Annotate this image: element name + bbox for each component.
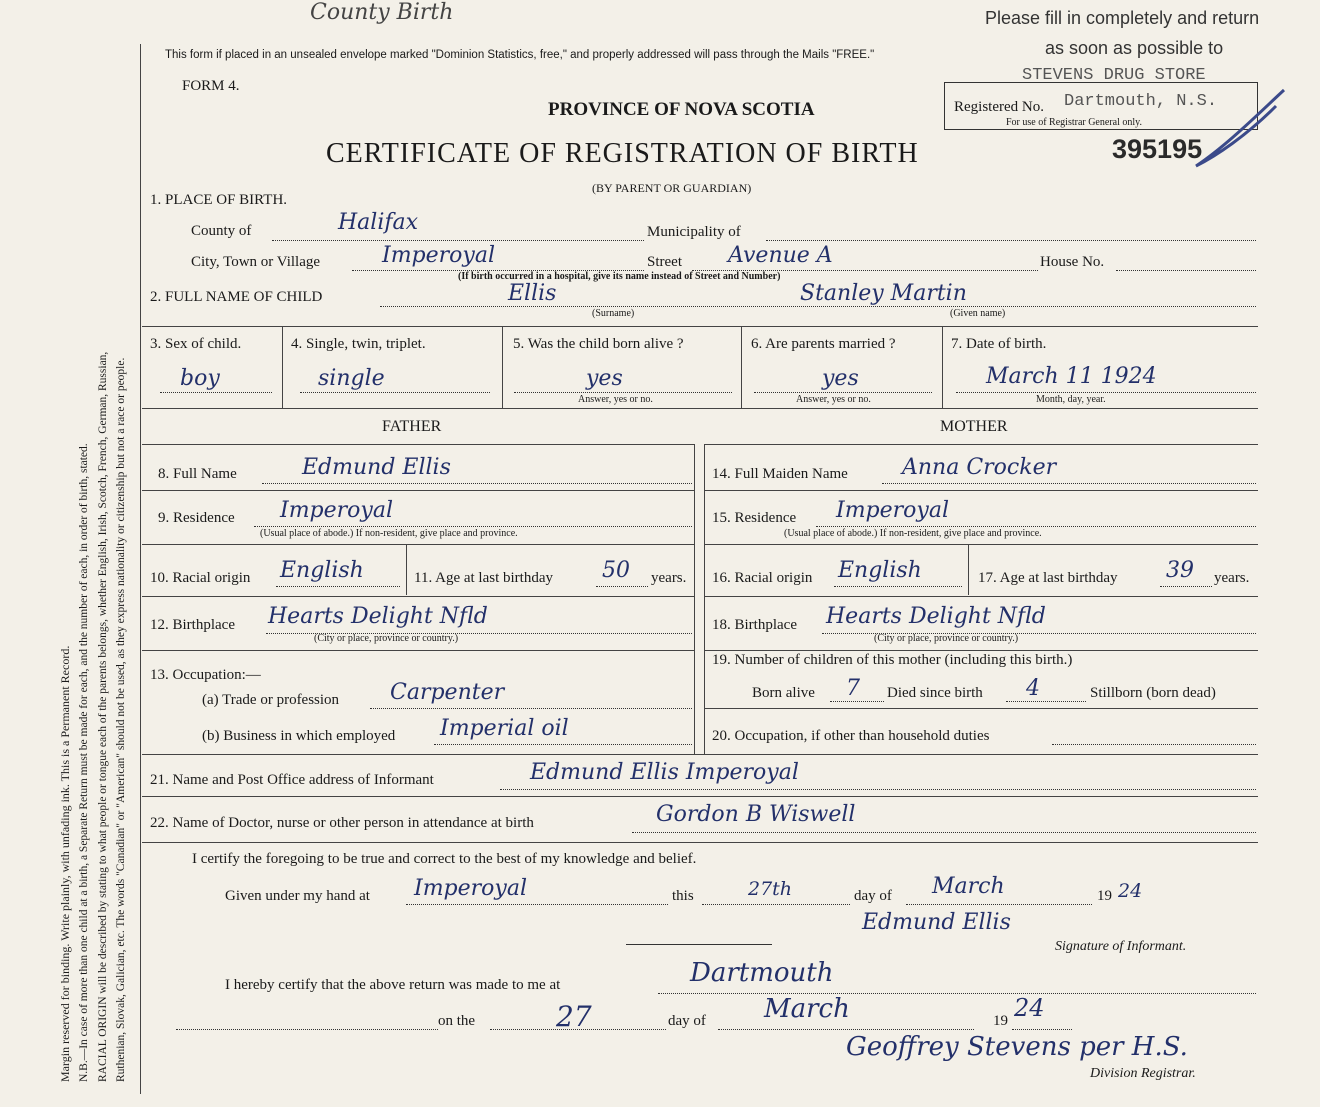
street-label: Street — [647, 254, 682, 270]
certification-day-of-label: day of — [854, 888, 892, 904]
father-name-value: Edmund Ellis — [302, 455, 451, 480]
registrar-statement: I hereby certify that the above return was made to me at — [225, 977, 561, 993]
given-place-value: Imperoyal — [414, 876, 527, 901]
this-label: this — [672, 888, 694, 904]
mother-racial-value: English — [838, 558, 922, 583]
stamp-dartmouth: Dartmouth, N.S. — [1064, 92, 1218, 111]
mother-residence-caption: (Usual place of abode.) If non-resident, give place and province. — [784, 528, 1042, 539]
father-years-label: years. — [651, 570, 687, 586]
municipality-label: Municipality of — [647, 224, 741, 240]
mother-age-label: 17. Age at last birthday — [978, 570, 1118, 586]
informant-signature-caption: Signature of Informant. — [1055, 939, 1187, 954]
father-heading: FATHER — [382, 418, 442, 435]
father-business-value: Imperial oil — [440, 716, 569, 741]
father-age-value: 50 — [602, 558, 630, 583]
father-racial-label: 10. Racial origin — [150, 570, 251, 586]
mother-birthplace-label: 18. Birthplace — [712, 617, 797, 633]
child-name-label: 2. FULL NAME OF CHILD — [150, 289, 323, 305]
mother-residence-value: Imperoyal — [836, 498, 949, 523]
registrar-month-value: March — [764, 994, 850, 1024]
single-label: 4. Single, twin, triplet. — [291, 336, 426, 352]
alive-label: 5. Was the child born alive ? — [513, 336, 684, 352]
father-occupation-label: 13. Occupation:— — [150, 667, 261, 683]
dob-label: 7. Date of birth. — [951, 336, 1047, 352]
registered-label: Registered No. — [954, 99, 1044, 115]
doctor-label: 22. Name of Doctor, nurse or other person in attendance at birth — [150, 815, 534, 831]
hospital-note: (If birth occurred in a hospital, give its name instead of Street and Number) — [458, 271, 781, 282]
informant-label: 21. Name and Post Office address of Informant — [150, 772, 434, 788]
father-residence-label: 9. Residence — [158, 510, 235, 526]
dob-caption: Month, day, year. — [1036, 394, 1106, 405]
born-alive-label: Born alive — [752, 685, 815, 701]
form-number: FORM 4. — [182, 78, 240, 94]
mother-occupation-label: 20. Occupation, if other than household duties — [712, 728, 990, 744]
certification-statement: I certify the foregoing to be true and correct to the best of my knowledge and belief. — [192, 851, 697, 867]
certification-day-value: 27th — [748, 878, 793, 900]
margin-note-racial-origin-cont: Ruthenian, Slovak, Galician, etc. The words "Canadian" or "American" should not be used, as they express nationality or citizenship but not a race or people. — [115, 357, 127, 1082]
single-value: single — [318, 366, 385, 391]
mother-residence-label: 15. Residence — [712, 510, 797, 526]
married-label: 6. Are parents married ? — [751, 336, 896, 352]
mother-birthplace-value: Hearts Delight Nfld — [826, 604, 1046, 629]
died-since-birth-label: Died since birth — [887, 685, 983, 701]
father-birthplace-caption: (City or place, province or country.) — [314, 633, 459, 644]
born-alive-value: 7 — [846, 676, 860, 701]
mother-age-value: 39 — [1166, 558, 1194, 583]
registrar-note: For use of Registrar General only. — [1006, 117, 1142, 128]
child-surname: Ellis — [508, 281, 557, 306]
registrar-year-prefix: 19 — [993, 1013, 1008, 1029]
registrar-place-value: Dartmouth — [690, 958, 834, 988]
mother-years-label: years. — [1214, 570, 1250, 586]
registrar-day-of-label: day of — [668, 1013, 706, 1029]
certificate-subtitle: (BY PARENT OR GUARDIAN) — [592, 181, 752, 195]
registration-number: 395195 — [1112, 134, 1203, 164]
sex-label: 3. Sex of child. — [150, 336, 242, 352]
return-note-line2: as soon as possible to — [1045, 38, 1224, 58]
children-count-label: 19. Number of children of this mother (including this birth.) — [712, 652, 1073, 668]
county-birth-note: County Birth — [310, 0, 454, 25]
sex-value: boy — [180, 366, 220, 391]
house-label: House No. — [1040, 254, 1105, 270]
mother-racial-label: 16. Racial origin — [712, 570, 813, 586]
county-label: County of — [191, 223, 252, 239]
married-caption: Answer, yes or no. — [796, 394, 871, 405]
father-age-label: 11. Age at last birthday — [414, 570, 553, 586]
province-heading: PROVINCE OF NOVA SCOTIA — [548, 99, 815, 120]
father-birthplace-value: Hearts Delight Nfld — [268, 604, 488, 629]
registrar-day-value: 27 — [556, 1000, 592, 1033]
alive-value: yes — [586, 366, 623, 391]
certification-year-prefix: 19 — [1097, 888, 1112, 904]
certificate-title: CERTIFICATE OF REGISTRATION OF BIRTH — [326, 138, 919, 169]
certification-year-value: 24 — [1118, 880, 1143, 902]
stamp-drug-store: STEVENS DRUG STORE — [1022, 66, 1206, 85]
mother-birthplace-caption: (City or place, province or country.) — [874, 633, 1019, 644]
margin-note-racial-origin: RACIAL ORIGIN will be described by stating to what people or tongue each of the parents belongs, whether English, Irish, Scotch, French, German, Russian, — [97, 351, 109, 1082]
city-value: Imperoyal — [382, 243, 495, 268]
father-birthplace-label: 12. Birthplace — [150, 617, 235, 633]
county-value: Halifax — [338, 210, 419, 235]
informant-signature: Edmund Ellis — [862, 910, 1011, 935]
registrar-signature: Geoffrey Stevens per H.S. — [846, 1032, 1188, 1062]
father-residence-value: Imperoyal — [280, 498, 393, 523]
doctor-value: Gordon B Wiswell — [656, 802, 856, 827]
father-trade-label: (a) Trade or profession — [202, 692, 340, 708]
place-of-birth-heading: 1. PLACE OF BIRTH. — [150, 192, 288, 208]
alive-caption: Answer, yes or no. — [578, 394, 653, 405]
father-business-label: (b) Business in which employed — [202, 728, 396, 744]
informant-value: Edmund Ellis Imperoyal — [530, 760, 799, 785]
pen-stroke-mark — [1176, 86, 1296, 176]
city-label: City, Town or Village — [191, 254, 321, 270]
stillborn-label: Stillborn (born dead) — [1090, 685, 1216, 701]
registrar-caption: Division Registrar. — [1090, 1066, 1196, 1081]
registrar-year-value: 24 — [1014, 994, 1045, 1022]
margin-border — [140, 44, 141, 1094]
given-name-caption: (Given name) — [950, 308, 1006, 319]
mail-note: This form if placed in an unsealed envelope marked "Dominion Statistics, free," and properly addressed will pass through the Mails "FREE." — [165, 49, 875, 61]
dob-value: March 11 1924 — [986, 364, 1157, 389]
father-racial-value: English — [280, 558, 364, 583]
child-given-name: Stanley Martin — [800, 281, 967, 306]
return-note-line1: Please fill in completely and return — [985, 8, 1260, 28]
surname-caption: (Surname) — [592, 308, 635, 319]
mother-name-label: 14. Full Maiden Name — [712, 466, 848, 482]
married-value: yes — [822, 366, 859, 391]
certification-month-value: March — [932, 874, 1005, 899]
given-under-label: Given under my hand at — [225, 888, 370, 904]
father-residence-caption: (Usual place of abode.) If non-resident, give place and province. — [260, 528, 518, 539]
mother-name-value: Anna Crocker — [902, 455, 1057, 480]
margin-note-multiple-births: N.B.—In case of more than one child at a birth, a Separate Return must be made for each, and the number of each, in order of birth, stated. — [78, 443, 90, 1082]
father-name-label: 8. Full Name — [158, 466, 237, 482]
on-the-label: on the — [438, 1013, 476, 1029]
street-value: Avenue A — [728, 243, 833, 268]
mother-heading: MOTHER — [940, 418, 1008, 435]
margin-note-binding: Margin reserved for binding. Write plainly, with unfading ink. This is a Permanent Record. — [58, 645, 72, 1082]
father-trade-value: Carpenter — [390, 680, 505, 705]
died-since-birth-value: 4 — [1026, 676, 1040, 701]
